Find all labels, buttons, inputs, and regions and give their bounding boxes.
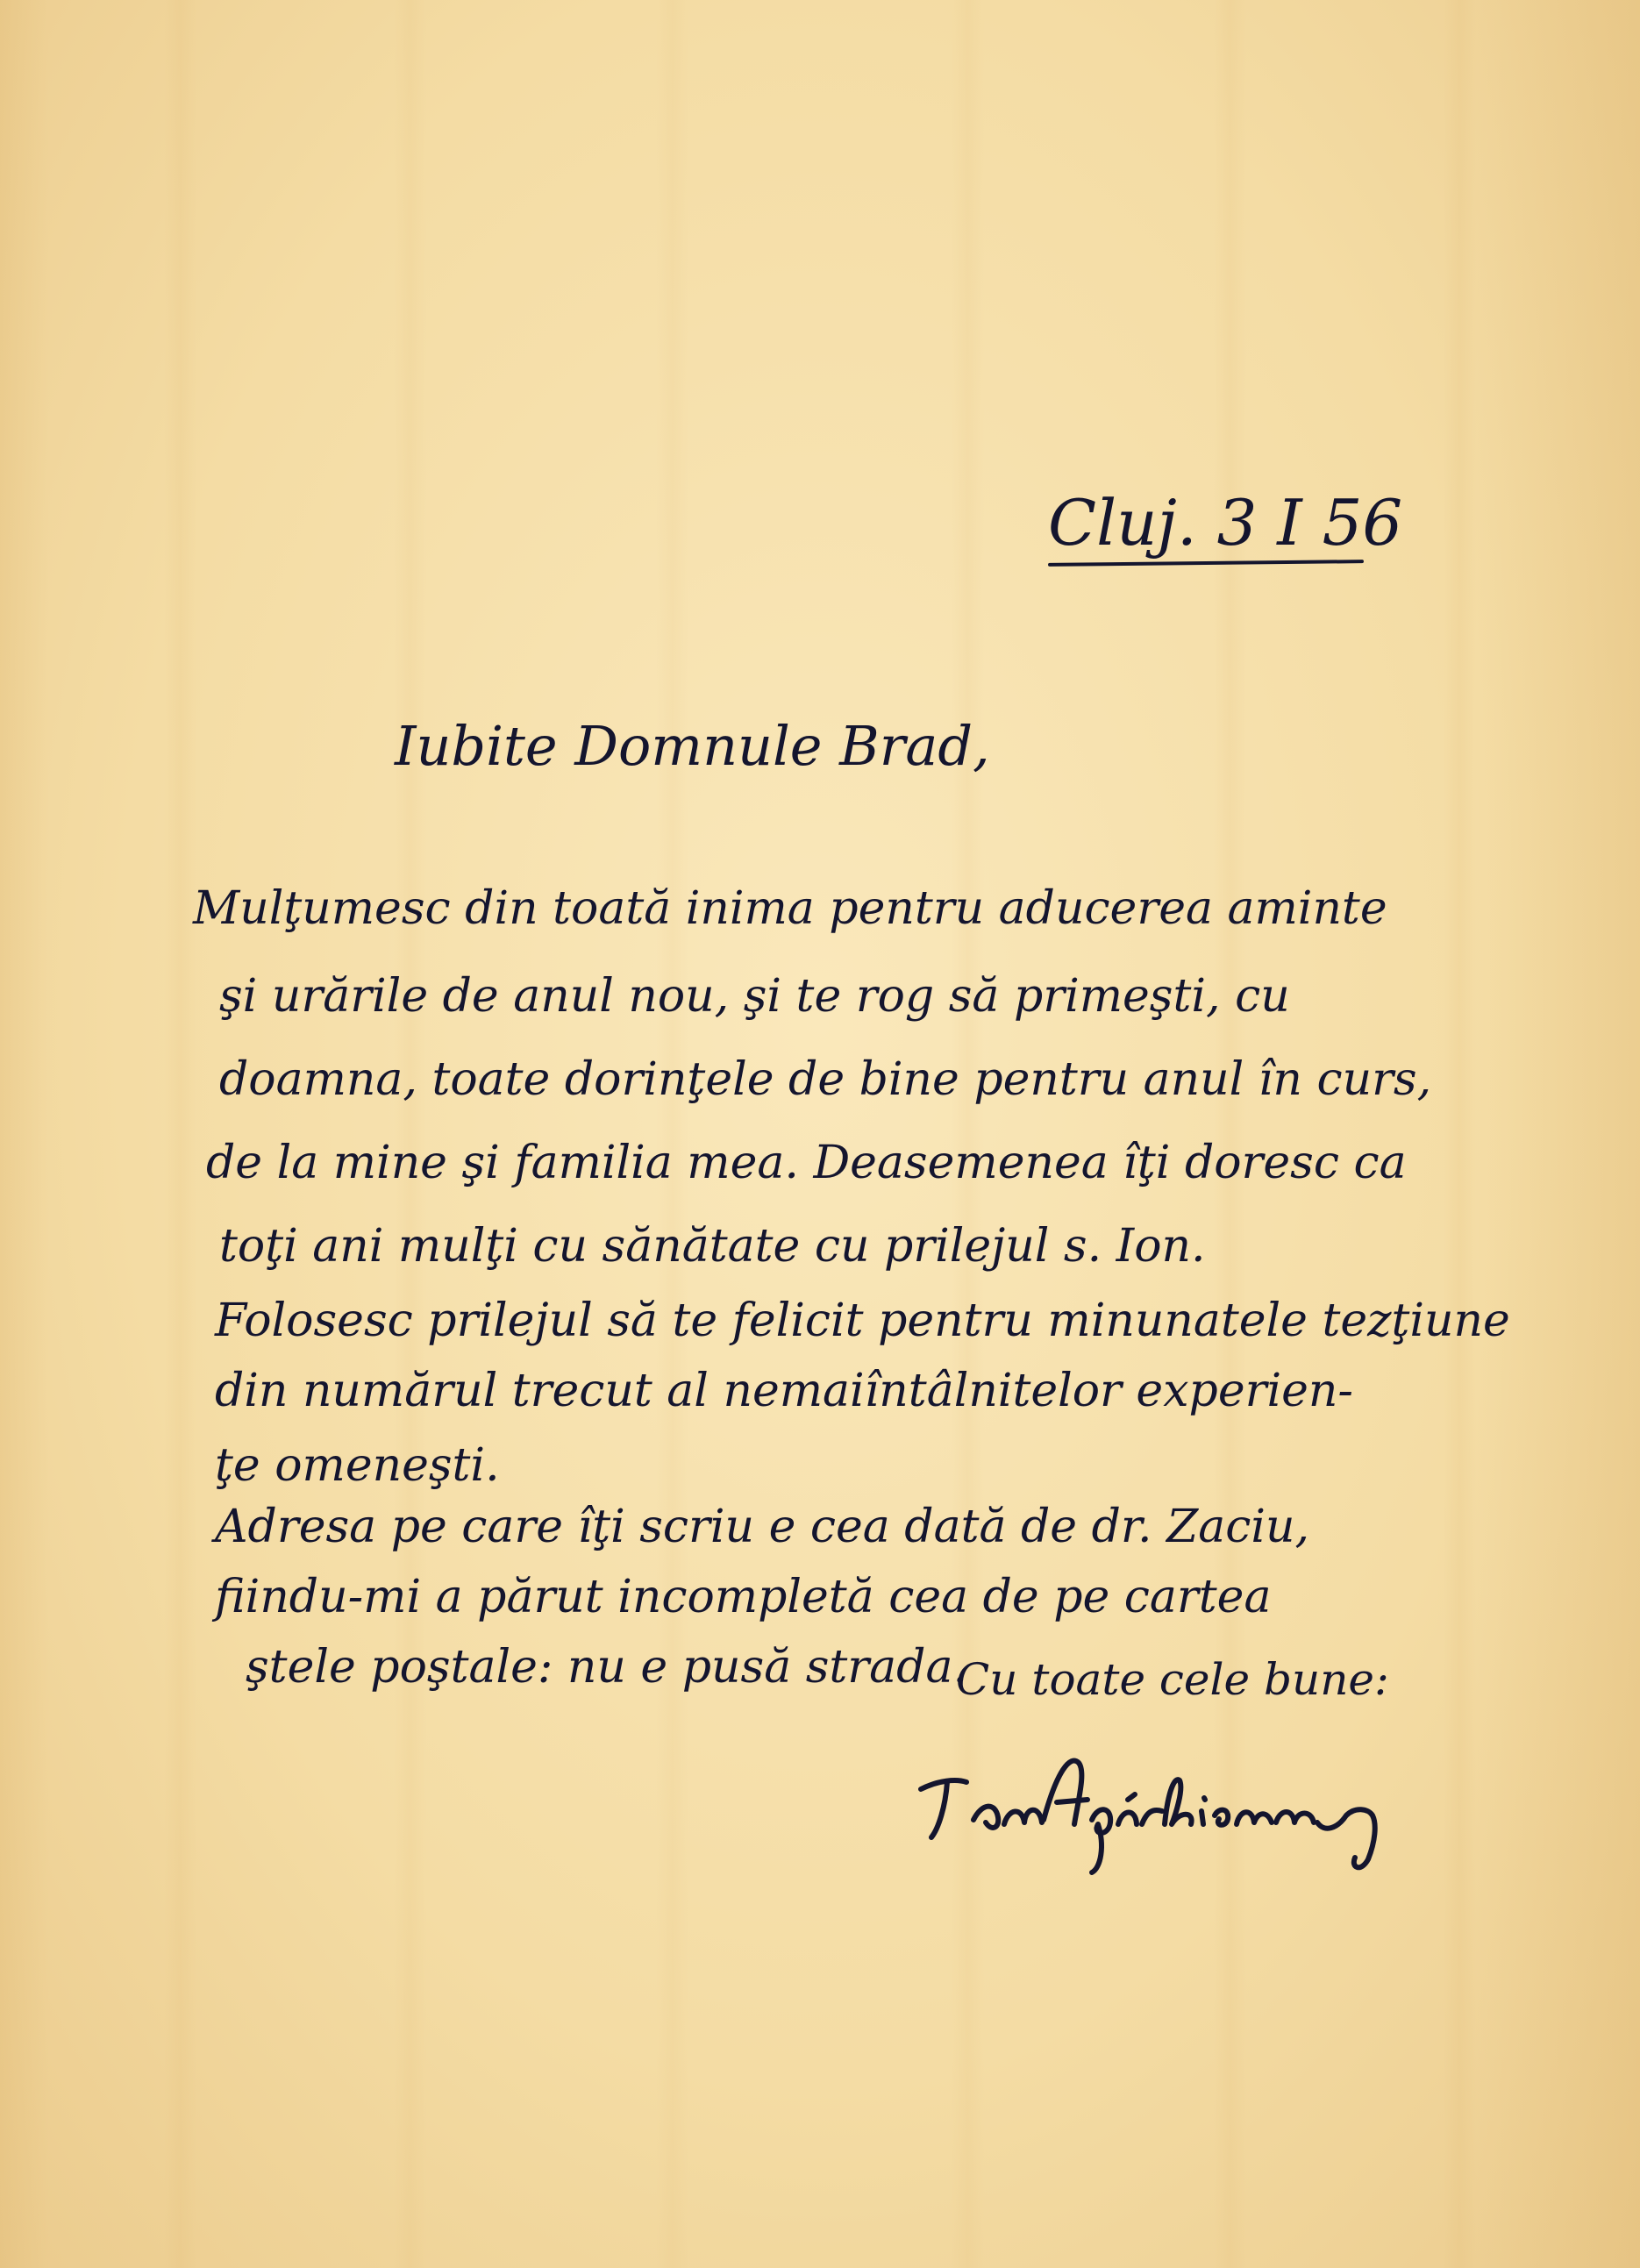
letter-date: Cluj. 3 I 56 — [1048, 486, 1403, 560]
letter-salutation: Iubite Domnule Brad, — [395, 714, 990, 778]
body-line: şi urările de anul nou, şi te rog să primeşti, cu — [219, 970, 1290, 1023]
body-line: fiindu-mi a părut incompletă cea de pe cartea — [215, 1571, 1272, 1623]
body-line: Folosesc prilejul să te felicit pentru minunatele tezţiune — [215, 1294, 1510, 1347]
body-line: din numărul trecut al nemaiîntâlnitelor experien- — [215, 1365, 1353, 1417]
body-line: de la mine şi familia mea. Deasemenea îţi doresc ca — [206, 1137, 1407, 1189]
body-line: doamna, toate dorinţele de bine pentru anul în curs, — [219, 1053, 1432, 1106]
body-line: Adresa pe care îţi scriu e cea dată de dr. Zaciu, — [215, 1501, 1309, 1553]
body-line: ştele poştale: nu e pusă strada. — [246, 1641, 967, 1694]
body-line: toţi ani mulţi cu sănătate cu prilejul s. Ion. — [219, 1220, 1206, 1273]
body-line: Mulţumesc din toată inima pentru aducerea aminte — [193, 882, 1387, 935]
date-underline — [1048, 560, 1364, 567]
letter-closing: Cu toate cele bune: — [956, 1654, 1389, 1705]
body-line: ţe omeneşti. — [215, 1439, 500, 1492]
handwritten-signature — [912, 1728, 1456, 1877]
